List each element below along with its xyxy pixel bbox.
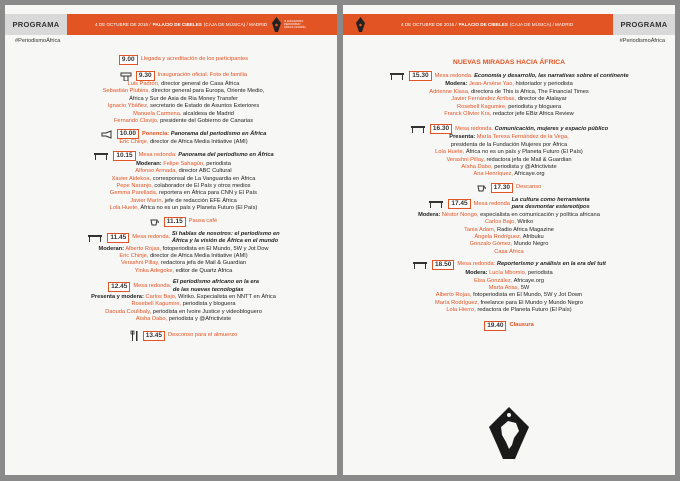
speaker-line: Marta Arias, 5W: [488, 284, 530, 291]
session-time: 13.45: [143, 331, 165, 341]
speaker-line: Javier Marín, jefe de redacción EFE África: [130, 197, 237, 204]
page-header: [5, 14, 337, 35]
speaker-line: Eric Chinje, director de Africa Media Initiative (AMI): [119, 252, 248, 259]
session-time: 11.15: [164, 217, 186, 227]
speaker-line: Verashni Pillay, redactora jefa de Mail & Guardian: [446, 156, 572, 163]
session-panel-3: [45, 279, 322, 294]
panel-table-icon: [428, 200, 444, 208]
speaker-line: Javier Fernández Arribas, director de Atalayar: [451, 96, 567, 103]
morning-schedule: [45, 55, 322, 342]
session-time: 19.40: [484, 321, 506, 331]
session-break: [363, 183, 655, 193]
session-title: Llegada y acreditación de los participantes: [140, 56, 249, 63]
pen-nib-icon: [271, 16, 282, 33]
session-time: 10.15: [113, 151, 135, 161]
session-title: Inauguración oficial. Foto de familia: [157, 72, 248, 79]
program-page-left: [5, 5, 337, 475]
section-heading: NUEVAS MIRADAS HACIA ÁFRICA: [452, 59, 566, 66]
panel-table-icon: [412, 261, 428, 269]
speaker-line: Adrienne Klasa, directora de This is Africa, The Financial Times: [429, 88, 589, 95]
podium-icon: [120, 72, 132, 81]
megaphone-icon: [101, 130, 113, 139]
session-panel-4: [363, 71, 655, 81]
session-title: Comunicación, mujeres y espacio público: [494, 125, 609, 132]
hashtag: #PeriodismoÁfrica: [619, 38, 665, 44]
session-kind: Mesa redonda:: [138, 152, 177, 159]
program-label: PROGRAMA: [5, 14, 67, 35]
event-date: 4 DE OCTUBRE DE 2016 /: [401, 22, 457, 27]
moderator-line: Presenta: María Teresa Fernández de la Vega,: [449, 134, 569, 141]
moderator-line-cont: presidenta de la Fundación Mujeres por África: [450, 141, 568, 148]
session-inauguration: [45, 71, 322, 81]
session-time: 17.30: [491, 183, 513, 193]
session-title: Pausa café: [188, 217, 218, 224]
session-title: Clausura: [509, 321, 534, 328]
event-logo: [355, 14, 403, 35]
speaker-line: Pepe Naranjo, colaborador de El País y otros medios: [116, 183, 251, 190]
event-venue: PALACIO DE CIBELES: [458, 22, 508, 27]
session-time: 11.45: [107, 233, 129, 243]
session-title: Si hablas de nosotros: el periodismo en África y la visión de África en el mundo: [171, 230, 280, 245]
session-title: Desconso para el almuerzo: [168, 331, 238, 338]
session-panel-6: [363, 197, 655, 212]
session-title: Reporterismo y análisis en la era del tuit: [496, 261, 606, 268]
session-kind: Mesa redonda.: [455, 125, 494, 132]
hashtag: #PeriodismoÁfrica: [15, 38, 61, 44]
session-time: 10.00: [117, 129, 139, 139]
speaker-line: Alfonso Armada, director ABC Cultural: [135, 168, 232, 175]
session-kind: Mesa redonda:: [457, 261, 496, 268]
session-kind: Mesa redonda.: [434, 72, 473, 79]
session-panel-7: [363, 260, 655, 270]
speaker-line: Lola Huete, África no es un país y Planeta Futuro (El País): [109, 205, 258, 212]
speaker-line: Tania Adam, Radio Africa Magazine: [464, 226, 554, 233]
speaker-line: Sebastián Plubins, director general para Europa, Oriente Medio,: [102, 88, 265, 95]
session-time: 12.45: [108, 282, 130, 292]
session-title: El periodismo africano en la era de las nuevas tecnologías: [172, 279, 259, 293]
session-time: 18.50: [432, 260, 454, 270]
moderator-line: Presenta y modera: Carlos Bajo, Wiriko. Especialista en NNTT en África: [91, 293, 276, 300]
coffee-cup-icon: [477, 183, 487, 192]
speaker-line: Yinka Adegoke, editor de Quartz Africa: [134, 267, 233, 274]
speaker-line: Casa África: [494, 248, 524, 255]
moderator-line: Moderan: Felipe Sahagún, periodista: [136, 160, 231, 167]
speaker-line: Gemma Parellada, reportera en África para CNN y El País: [110, 190, 257, 197]
coffee-cup-icon: [150, 217, 160, 226]
session-title: La cultura como herramienta para desmontar estereotipos: [511, 196, 590, 211]
session-title: Descanso: [515, 184, 542, 191]
speaker-line: Ángela Rodríguez, Afribuku: [474, 233, 544, 240]
session-coffee-break: [45, 217, 322, 227]
session-time: 9.00: [119, 55, 138, 65]
session-lunch: [45, 330, 322, 342]
speaker-line: Fernando Clavijo, presidente del Gobierno de Canarias: [113, 118, 254, 125]
speaker-line: Manuela Carmena, alcaldesa de Madrid: [133, 110, 234, 117]
speaker-line: Ana Henríquez, Africaye.org: [473, 171, 545, 178]
speaker-line: Lola Hierro, redactora de Planeta Futuro (El País): [446, 307, 572, 314]
speaker-line: Franck Olivier Kra, redactor jefe EBiz Africa Review: [444, 111, 574, 118]
session-panel-2: [45, 231, 322, 246]
session-kind: Mesa redonda.: [132, 234, 171, 241]
speaker-line: Aïsha Dabo, periodista y @Africtiviste: [461, 164, 557, 171]
speaker-line: Ignacio Ybáñez, secretario de Estado de Asuntos Exteriores: [107, 103, 260, 110]
event-venue-detail: (CAJA DE MÚSICA) / MADRID: [509, 22, 574, 27]
session-time: 16.30: [430, 124, 452, 134]
speaker-line: Daouda Coulibaly, periodista en Ivoire Justice y videobloguero: [105, 308, 262, 315]
session-registration: [45, 55, 322, 65]
panel-table-icon: [410, 125, 426, 133]
session-panel-1: [45, 151, 322, 161]
speaker-line: Xavier Aldekoa, corresponsal de La Vanguardia en África: [111, 175, 256, 182]
speaker-line: Eric Chinje, director de Africa Media Initiative (AMI): [119, 139, 248, 146]
moderator-line: Modera: Néstor Nongo, especialista en comunicación y política africana: [418, 211, 600, 218]
event-date: 4 DE OCTUBRE DE 2016 /: [95, 22, 151, 27]
session-kind: Mesa redonda: [473, 200, 510, 207]
moderator-line: Modera: Lucía Mbomio, periodista: [465, 270, 553, 277]
speaker-line: Carlos Bajo, Wiriko: [484, 219, 534, 226]
session-closing: [363, 321, 655, 331]
session-panel-5: [363, 124, 655, 134]
session-title: Economía y desarrollo, las narrativas sobre el continente: [474, 72, 629, 79]
pen-africa-logo: [481, 405, 537, 461]
event-venue-detail: (CAJA DE MÚSICA) / MADRID: [203, 22, 268, 27]
program-page-right: [343, 5, 675, 475]
program-label: PROGRAMA: [613, 14, 675, 35]
session-title: Panorama del periodismo en África: [178, 152, 274, 159]
session-time: 15.30: [409, 71, 431, 81]
speaker-line: Verashni Pillay, redactora jefa de Mail & Guardian: [120, 260, 247, 267]
event-logo: III ENCUENTRO PERIODISMO ÁFRICA / ESPAÑA: [271, 14, 319, 35]
panel-table-icon: [87, 234, 103, 242]
event-venue: PALACIO DE CIBELES: [152, 22, 202, 27]
speaker-line: Alberto Rojas, fotoperiodista en El Mundo, 5W y Jot Down: [435, 292, 583, 299]
session-time: 9.30: [136, 71, 155, 81]
moderator-line: Modera: Jean-Arsène Yao, historiador y periodista: [445, 81, 573, 88]
speaker-line: Lola Huete, África no es un país y Planeta Futuro (El País): [435, 149, 583, 156]
speaker-line: Gonzalo Gómez, Mundo Negro: [469, 241, 549, 248]
fork-knife-icon: [130, 330, 139, 342]
session-kind: Mesa redonda.: [133, 282, 172, 289]
moderator-line: Moderan: Alberto Rojas, fotoperiodista en El Mundo, 5W y Jot Dow: [98, 245, 269, 252]
speaker-line: Rosebell Kagumire, periodista y bloguera: [456, 103, 562, 110]
speaker-line: María Rodríguez, freelance para El Mundo y Mundo Negro: [435, 299, 583, 306]
session-keynote: [45, 129, 322, 139]
speaker-line: Luis Padrón, director general de Casa África: [127, 81, 240, 87]
session-kind: Ponencia:: [142, 130, 170, 137]
afternoon-schedule: [363, 59, 655, 331]
pen-nib-icon: [355, 16, 366, 33]
page-header: [343, 14, 675, 35]
speaker-line-cont: África y Sur de Asia de Ria Money Transfer: [129, 95, 238, 102]
speaker-line: Aïsha Dabo, periodista y @Africtiviste: [135, 316, 232, 323]
session-title: Panorama del periodismo en África: [170, 130, 267, 137]
panel-table-icon: [93, 152, 109, 160]
speaker-line: Elsa González, Africaye.org: [474, 277, 544, 284]
session-time: 17.45: [448, 199, 470, 209]
panel-table-icon: [389, 72, 405, 80]
speaker-line: Rosebell Kagumire, periodista y bloguera: [131, 301, 236, 308]
